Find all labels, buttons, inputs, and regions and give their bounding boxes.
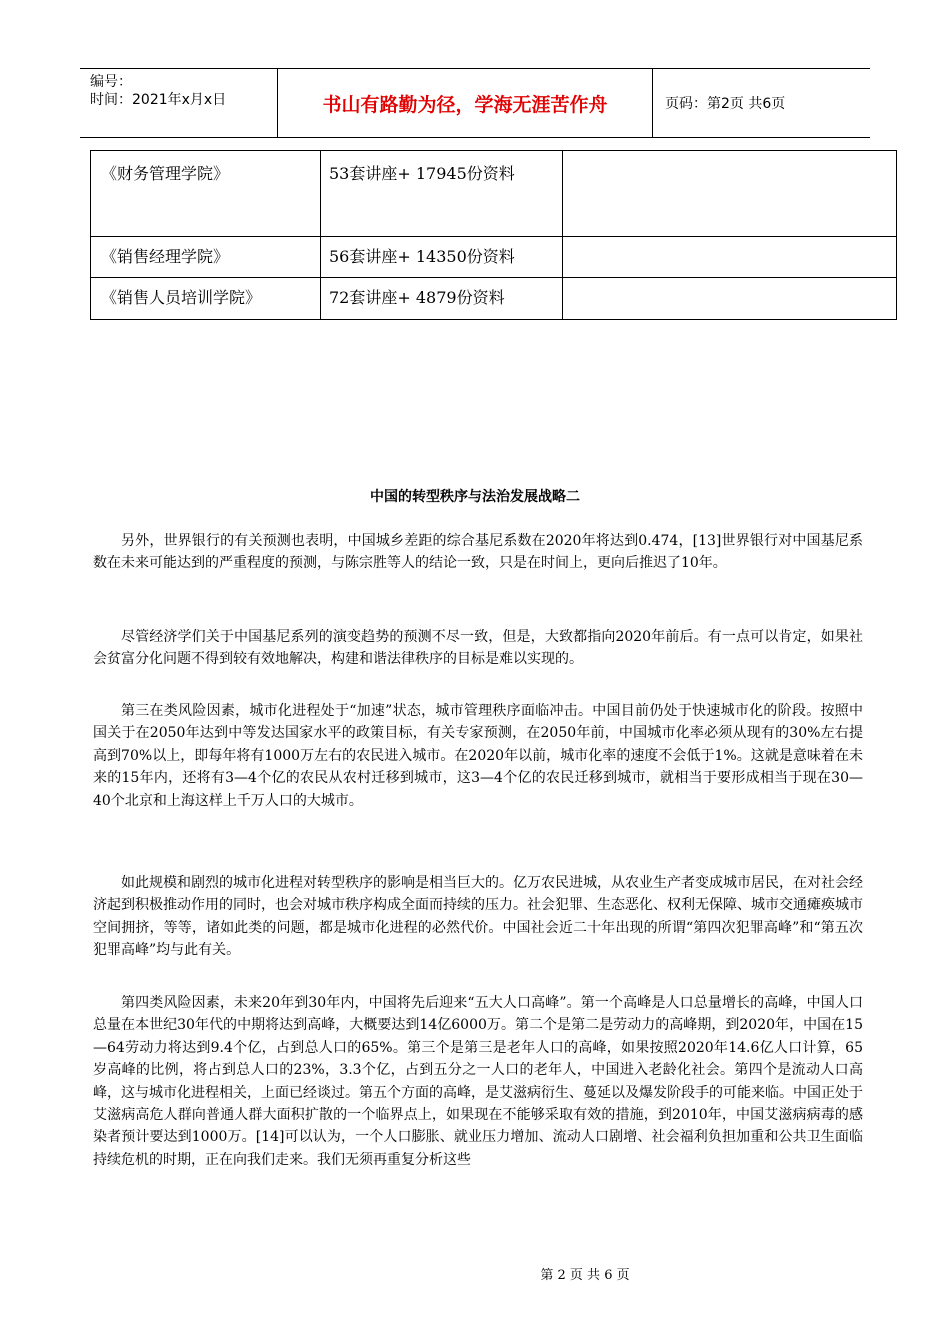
header-motto: 书山有路勤为径，学海无涯苦作舟: [278, 69, 653, 137]
header-time: 时间：2021年x月x日: [90, 92, 227, 108]
table-cell-name: 《销售经理学院》: [91, 237, 321, 278]
page-footer: 第 2 页 共 6 页: [540, 1268, 630, 1283]
header-number: 编号：: [90, 74, 132, 90]
article-paragraph: 第四类风险因素，未来20年到30年内，中国将先后迎来“五大人口高峰”。第一个高峰是人口总量增长的高峰，中国人口总量在本世纪30年代的中期将达到高峰，大概要达到14亿6000万。第二个是第二是劳动力的高峰期，到2020年，中国在15—64劳动力将达到9.4个亿，占到总人口的65%。第三个是第三是老年人口的高峰，如果按照2020年14.6亿人口计算，65岁高峰的比例，将占到总人口的23%，3.3个亿，占到五分之一人口的老年人，中国进入老龄化社会。第四个是流动人口高峰，这与城市化进程相关，上面已经谈过。第五个方面的高峰，是艾滋病衍生、蔓延以及爆发阶段手的可能来临。中国正处于艾滋病高危人群向普通人群大面积扩散的一个临界点上，如果现在不能够采取有效的措施，到2010年，中国艾滋病病毒的感染者预计要达到1000万。[14]可以认为，一个人口膨胀、就业压力增加、流动人口剧增、社会福利负担加重和公共卫生面临持续危机的时期，正在向我们走来。我们无须再重复分析这些: [93, 995, 863, 1168]
table-row: [91, 237, 897, 278]
table-cell-extra: [563, 151, 897, 237]
article-paragraph: 如此规模和剧烈的城市化进程对转型秩序的影响是相当巨大的。亿万农民进城，从农业生产者变成城市居民，在对社会经济起到积极推动作用的同时，也会对城市秩序构成全面而持续的压力。社会犯罪、生态恶化、权利无保障、城市交通瘫痪城市空间拥挤，等等，诸如此类的问题，都是城市化进程的必然代价。中国社会近二十年出现的所谓“第四次犯罪高峰”和“第五次犯罪高峰”均与此有关。: [93, 875, 863, 959]
article-paragraph: 另外，世界银行的有关预测也表明，中国城乡差距的综合基尼系数在2020年将达到0.474，[13]世界银行对中国基尼系数在未来可能达到的严重程度的预测，与陈宗胜等人的结论一致，只是在时间上，更向后推迟了10年。: [93, 533, 863, 572]
page-header: [80, 68, 870, 138]
table-row: [91, 278, 897, 320]
article-title: 中国的转型秩序与法治发展战略二: [370, 489, 580, 505]
table-cell-extra: [563, 278, 897, 320]
article-paragraph: 尽管经济学们关于中国基尼系列的演变趋势的预测不尽一致，但是，大致都指向2020年前后。有一点可以肯定，如果社会贫富分化问题不得到较有效地解决，构建和谐法律秩序的目标是难以实现的。: [93, 629, 863, 668]
table-cell-name: 《销售人员培训学院》: [91, 278, 321, 320]
header-meta: [80, 69, 278, 137]
table-cell-content: 53套讲座+ 17945份资料: [321, 151, 563, 237]
table-cell-extra: [563, 237, 897, 278]
table-row: [91, 151, 897, 237]
table-cell-content: 72套讲座+ 4879份资料: [321, 278, 563, 320]
table-cell-name: 《财务管理学院》: [91, 151, 321, 237]
resource-table: [90, 150, 897, 320]
header-page-code: 页码：第2页 共6页: [665, 96, 786, 112]
article-paragraph: 第三在类风险因素，城市化进程处于“加速”状态，城市管理秩序面临冲击。中国目前仍处于快速城市化的阶段。按照中国关于在2050年达到中等发达国家水平的政策目标，有关专家预测，在2050年前，中国城市化率必须从现有的30%左右提高到70%以上，即每年将有1000万左右的农民进入城市。在2020年以前，城市化率的速度不会低于1%。这就是意味着在未来的15年内，还将有3—4个亿的农民从农村迁移到城市，这3—4个亿的农民迁移到城市，就相当于要形成相当于现在30—40个北京和上海这样上千万人口的大城市。: [93, 703, 863, 809]
table-cell-content: 56套讲座+ 14350份资料: [321, 237, 563, 278]
